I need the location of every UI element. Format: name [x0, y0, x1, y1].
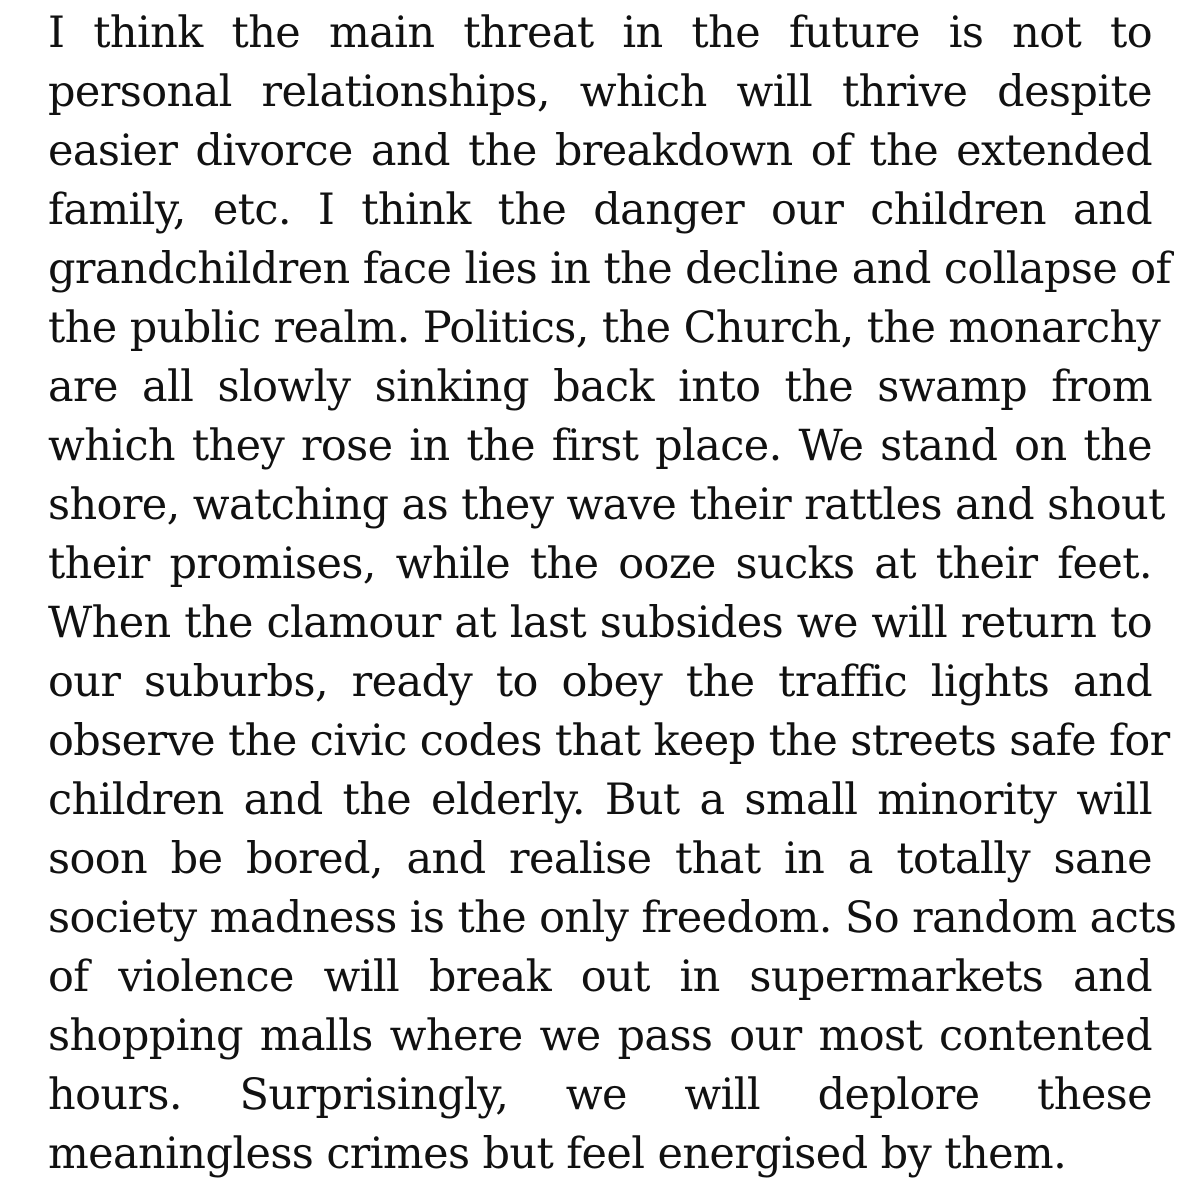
text-line: children and the elderly. But a small minority will [48, 775, 1152, 825]
text-line: grandchildren face lies in the decline and collapse of [48, 244, 1171, 294]
text-line: the public realm. Politics, the Church, the monarchy [48, 303, 1161, 353]
text-line: shore, watching as they wave their rattles and shout [48, 480, 1165, 530]
text-line: shopping malls where we pass our most contented [48, 1011, 1152, 1061]
text-line: family, etc. I think the danger our children and [48, 185, 1152, 235]
text-line: hours. Surprisingly, we will deplore these [48, 1070, 1152, 1120]
text-line: personal relationships, which will thrive despite [48, 67, 1152, 117]
text-line: of violence will break out in supermarkets and [48, 952, 1152, 1002]
text-line: their promises, while the ooze sucks at their feet. [48, 539, 1152, 589]
text-line: are all slowly sinking back into the swamp from [48, 362, 1152, 412]
text-line: our suburbs, ready to obey the traffic lights and [48, 657, 1152, 707]
text-line: society madness is the only freedom. So random acts [48, 893, 1177, 943]
text-line: meaningless crimes but feel energised by them. [48, 1129, 1067, 1179]
text-line: I think the main threat in the future is not to [48, 8, 1152, 58]
text-line: easier divorce and the breakdown of the extended [48, 126, 1152, 176]
text-line: observe the civic codes that keep the streets safe for [48, 716, 1170, 766]
text-passage [48, 4, 1177, 1184]
text-line: When the clamour at last subsides we will return to [48, 598, 1152, 648]
text-line: soon be bored, and realise that in a totally sane [48, 834, 1152, 884]
text-line: which they rose in the first place. We stand on the [48, 421, 1152, 471]
